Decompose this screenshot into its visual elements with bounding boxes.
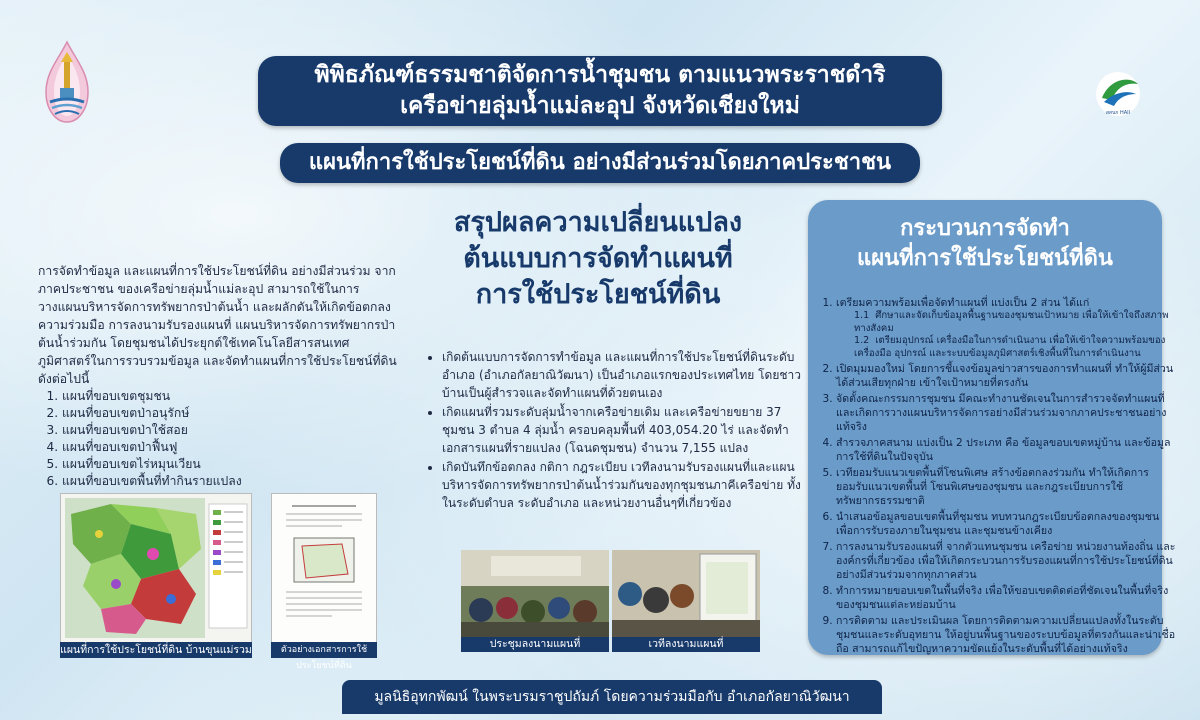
land-use-map-image [60, 493, 252, 657]
step-text: เตรียมความพร้อมเพื่อจัดทำแผนที่ แบ่งเป็น 2 ส่วน ได้แก่ [836, 297, 1090, 309]
process-panel-title [808, 214, 1162, 274]
summary-title-line-1: สรุปผลความเปลี่ยนแปลง [453, 207, 743, 238]
list-item: 9. การติดตาม และประเมินผล โดยการติดตามความเปลี่ยนแปลงทั้งในระดับชุมชนและระดับอุทยาน ให้อยู่บนพื้นฐานของระบบข้อมูลที่ตรงกันและน่าเชื่อถือ สามารถแก้ไขปัญหาความขัดแย้งในระดับพื้นที่ได้อย่างแท้จริง [836, 614, 1176, 656]
signing-forum-photo [612, 550, 760, 650]
left-intro-section [38, 262, 400, 490]
signing-forum-caption: เวทีลงนามแผนที่ [612, 637, 760, 652]
sub-step-text: เตรียมอุปกรณ์ เครื่องมือในการดำเนินงาน เพื่อให้เข้าใจความพร้อมของเครื่องมือ อุปกรณ์ และระบบข้อมูลภูมิศาสตร์เชิงพื้นที่ในการดำเนินงาน [854, 335, 1166, 359]
title-banner [258, 56, 942, 126]
title-line-2: เครือข่ายลุ่มน้ำแม่ละอุป จังหวัดเชียงใหม่ [400, 93, 800, 119]
list-item [836, 296, 1176, 360]
summary-title-line-2: ต้นแบบการจัดทำแผนที่ [463, 243, 733, 274]
list-item: 4. แผนที่ขอบเขตป่าฟื้นฟู [62, 439, 400, 456]
list-item: 6. นำเสนอข้อมูลขอบเขตพื้นที่ชุมชน ทบทวนกฎระเบียบข้อตกลงของชุมชนเพื่อการรับรองภายในชุมชน และชุมชนข้างเคียง [836, 510, 1176, 538]
sub-step-item [854, 310, 1176, 335]
sub-step-text: ศึกษาและจัดเก็บข้อมูลพื้นฐานของชุมชนเป้าหมาย เพื่อให้เข้าใจถึงสภาพทางสังคม [854, 310, 1169, 334]
haii-logo-icon [1090, 70, 1146, 122]
meeting-photo-icon [461, 550, 609, 650]
summary-title [418, 205, 778, 313]
title-line-1: พิพิธภัณฑ์ธรรมชาติจัดการน้ำชุมชน ตามแนวพระราชดำริ [314, 62, 886, 88]
list-item: • เกิดต้นแบบการจัดการทำข้อมูล และแผนที่การใช้ประโยชน์ที่ดินระดับอำเภอ (อำเภอกัลยาณิวัฒนา) เป็นอำเภอแรกของประเทศไทย โดยชาวบ้านเป็นผู้สำรวจและจัดทำแผนที่ด้วยตนเอง [442, 348, 812, 402]
land-document-image [271, 493, 377, 657]
process-title-line-1: กระบวนการจัดทำ [900, 216, 1070, 241]
list-item: 2. แผนที่ขอบเขตป่าอนุรักษ์ [62, 405, 400, 422]
list-item: • เกิดบันทึกข้อตกลง กติกา กฎระเบียบ เวทีลงนามรับรองแผนที่และแผนบริหารจัดการทรัพยากรป่าต้นน้ำร่วมกันของทุกชุมชนภาคีเครือข่าย ทั้งในระดับตำบล ระดับอำเภอ และหน่วยงานอื่นๆที่เกี่ยวข้อง [442, 458, 812, 512]
haii-logo [1090, 70, 1146, 122]
sub-step-item [854, 335, 1176, 360]
sub-step-list [836, 310, 1176, 360]
list-item: 3. แผนที่ขอบเขตป่าใช้สอย [62, 422, 400, 439]
list-item: 8. ทำการหมายขอบเขตในพื้นที่จริง เพื่อให้ขอบเขตติดต่อที่ชัดเจนในพื้นที่จริงของชุมชนแต่ละหย่อมบ้าน [836, 584, 1176, 612]
list-item: 1. แผนที่ขอบเขตชุมชน [62, 388, 400, 405]
list-item: • เกิดแผนที่รวมระดับลุ่มน้ำจากเครือข่ายเดิม และเครือข่ายขยาย 37 ชุมชน 3 ตำบล 4 ลุ่มน้ำ ครอบคลุมพื้นที่ 403,054.20 ไร่ และจัดทำเอกสารแผนที่รายแปลง (โฉนดชุมชน) จำนวน 7,155 แปลง [442, 403, 812, 457]
summary-bullet-list [420, 348, 812, 513]
subtitle-banner: แผนที่การใช้ประโยชน์ที่ดิน อย่างมีส่วนร่วมโดยภาคประชาชน [280, 143, 920, 183]
foundation-logo-icon [40, 40, 94, 124]
haii-logo-text: สสนก HAII [1105, 110, 1131, 116]
list-item: 3. จัดตั้งคณะกรรมการชุมชน มีคณะทำงานชัดเจนในการสำรวจจัดทำแผนที่ และเกิดการวางแผนบริหารจัดการอย่างมีส่วนร่วมจากภาคประชาชนอย่างแท้จริง [836, 392, 1176, 434]
land-use-map-caption: แผนที่การใช้ประโยชน์ที่ดิน บ้านขุนแม่รวม [60, 644, 252, 656]
signing-meeting-photo [461, 550, 609, 650]
document-icon [272, 494, 376, 642]
summary-title-line-3: การใช้ประโยชน์ที่ดิน [475, 279, 721, 310]
list-item: 7. การลงนามรับรองแผนที่ จากตัวแทนชุมชน เครือข่าย หน่วยงานท้องถิ่น และองค์กรที่เกี่ยวข้อง เพื่อให้เกิดกระบวนการรับรองแผนที่การใช้ประโยชน์ที่ดินอย่างมีส่วนร่วมจากทุกภาคส่วน [836, 540, 1176, 582]
sub-step-number: 1.2 [854, 335, 870, 346]
process-title-line-2: แผนที่การใช้ประโยชน์ที่ดิน [857, 246, 1113, 271]
sub-step-number: 1.1 [854, 310, 870, 321]
signing-meeting-caption: ประชุมลงนามแผนที่ [461, 637, 609, 652]
map-type-list [38, 388, 400, 490]
list-item: 5. เวทียอมรับแนวเขตพื้นที่โซนพิเศษ สร้างข้อตกลงร่วมกัน ทำให้เกิดการยอมรับแนวเขตพื้นที่ โซนพิเศษของชุมชน และกฎระเบียบการใช้ทรัพยากรธรรมชาติ [836, 466, 1176, 508]
land-use-map-icon [61, 494, 251, 642]
list-item: 2. เปิดมุมมองใหม่ โดยการชี้แจงข้อมูลข่าวสารของการทำแผนที่ ทำให้ผู้มีส่วนได้ส่วนเสียทุกฝ่าย เข้าใจเป้าหมายที่ตรงกัน [836, 362, 1176, 390]
land-document-caption: ตัวอย่างเอกสารการใช้ประโยชน์ที่ดิน [271, 642, 377, 658]
list-item: 6. แผนที่ขอบเขตพื้นที่ทำกินรายแปลง [62, 473, 400, 490]
list-item: 5. แผนที่ขอบเขตไร่หมุนเวียน [62, 456, 400, 473]
list-item: 4. สำรวจภาคสนาม แบ่งเป็น 2 ประเภท คือ ข้อมูลขอบเขตหมู่บ้าน และข้อมูลการใช้ที่ดินในปัจจุบัน [836, 436, 1176, 464]
intro-paragraph: การจัดทำข้อมูล และแผนที่การใช้ประโยชน์ที่ดิน อย่างมีส่วนร่วม จากภาคประชาชน ของเครือข่ายลุ่มน้ำแม่ละอุป สามารถใช้ในการวางแผนบริหารจัดการทรัพยากรป่าต้นน้ำ และผลักดันให้เกิดข้อตกลงความร่วมมือ การลงนามรับรองแผนที่ แผนบริหารจัดการทรัพยากรป่าต้นน้ำร่วมกัน โดยชุมชนได้ประยุกต์ใช้เทคโนโลยีสารสนเทศภูมิศาสตร์ในการรวบรวมข้อมูล และจัดทำแผนที่การใช้ประโยชน์ที่ดิน ดังต่อไปนี้ [38, 264, 397, 386]
forum-photo-icon [612, 550, 760, 650]
process-step-list [812, 296, 1176, 658]
footer-credit: มูลนิธิอุทกพัฒน์ ในพระบรมราชูปถัมภ์ โดยความร่วมมือกับ อำเภอกัลยาณิวัฒนา [342, 680, 882, 714]
